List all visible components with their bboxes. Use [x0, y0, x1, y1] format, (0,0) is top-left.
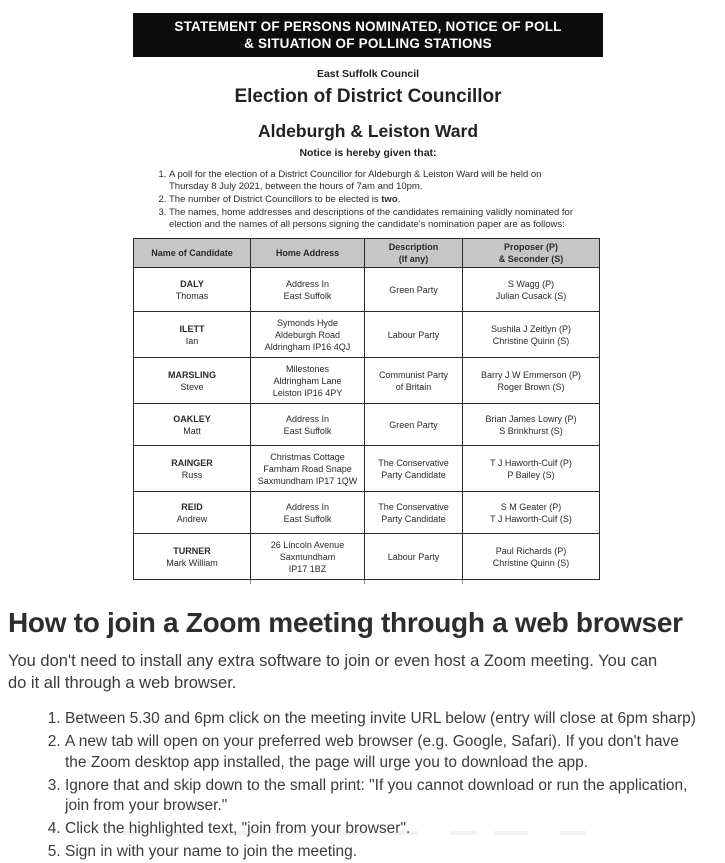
cropped-table-edge [133, 580, 599, 585]
notice-item-2-bold: two [381, 194, 398, 205]
step-5: 5. Sign in with your name to join the meeting. [65, 842, 715, 863]
article-heading: How to join a Zoom meeting through a web browser [8, 607, 683, 638]
proposer-cell: Paul Richards (P) Christine Quinn (S) [463, 534, 600, 580]
candidate-name-cell [134, 358, 251, 404]
home-address-cell: 26 Lincoln Avenue Saxmundham IP17 1BZ [251, 534, 365, 580]
candidate-surname: RAINGER [171, 457, 213, 468]
step-2: 2. A new tab will open on your preferred web browser (e.g. Google, Safari). If you don't have the Zoom desktop app installed, the page will urge you to download the app. [65, 732, 715, 773]
candidate-name-cell [134, 312, 251, 358]
proposer-cell: S Wagg (P) Julian Cusack (S) [463, 268, 600, 312]
notice-subtitle: Notice is hereby given that: [299, 147, 437, 159]
col-header-proposer: Proposer (P) & Seconder (S) [463, 239, 600, 268]
proposer-cell: T J Haworth-Culf (P) P Bailey (S) [463, 446, 600, 492]
notice-banner [133, 13, 603, 57]
candidate-surname: OAKLEY [173, 413, 211, 424]
proposer-cell: Barry J W Emmerson (P) Roger Brown (S) [463, 358, 600, 404]
candidate-name-cell [134, 268, 251, 312]
table-header-row [134, 239, 600, 268]
home-address-cell: Christmas Cottage Farnham Road Snape Saxmundham IP17 1QW [251, 446, 365, 492]
home-address-cell: Symonds Hyde Aldeburgh Road Aldringham IP16 4QJ [251, 312, 365, 358]
candidate-forename: Andrew [176, 513, 208, 524]
candidate-surname: DALY [180, 278, 204, 289]
description-cell: Green Party [365, 268, 463, 312]
description-cell: Labour Party [365, 312, 463, 358]
col-header-description: Description (If any) [365, 239, 463, 268]
home-address-cell: Address In East Suffolk [251, 404, 365, 446]
candidate-name-cell [134, 534, 251, 580]
proposer-cell: S M Geater (P) T J Haworth-Culf (S) [463, 492, 600, 534]
description-cell: Labour Party [365, 534, 463, 580]
table-row [134, 312, 600, 358]
table-row [134, 268, 600, 312]
banner-line-2: & SITUATION OF POLLING STATIONS [244, 36, 492, 51]
candidates-table [133, 238, 600, 580]
candidate-name-cell [134, 404, 251, 446]
banner-line-1: STATEMENT OF PERSONS NOMINATED, NOTICE OF POLL [174, 19, 562, 34]
candidate-forename: Ian [185, 335, 199, 346]
candidate-surname: ILETT [179, 323, 205, 334]
article-intro: You don't need to install any extra software to join or even host a Zoom meeting. You can do it all through a web browser. [8, 652, 658, 692]
proposer-cell: Brian James Lowry (P) S Brinkhurst (S) [463, 404, 600, 446]
candidate-forename: Russ [181, 469, 203, 480]
step-1: 1. Between 5.30 and 6pm click on the meeting invite URL below (entry will close at 6pm sharp) [65, 709, 715, 730]
col-header-address: Home Address [251, 239, 365, 268]
table-row [134, 492, 600, 534]
notice-item-1: 1. A poll for the election of a District Councillor for Aldeburgh & Leiston Ward will be held on Thursday 8 July 2021, between the hours of 7am and 10pm. [169, 169, 603, 193]
description-cell: Green Party [365, 404, 463, 446]
ward-name: Aldeburgh & Leiston Ward [257, 121, 479, 141]
notice-item-2-text: The number of District Councillors to be elected is [169, 194, 382, 205]
notice-item-3: 3. The names, home addresses and descriptions of the candidates remaining validly nominated for election and the names of all persons signing the candidate's nomination paper are as follows: [169, 207, 603, 231]
candidate-forename: Matt [183, 425, 201, 436]
table-row [134, 446, 600, 492]
candidate-surname: REID [181, 501, 203, 512]
table-row [134, 358, 600, 404]
candidate-forename: Mark William [166, 557, 218, 568]
table-row [134, 534, 600, 580]
zoom-help-article [0, 608, 725, 863]
table-row [134, 404, 600, 446]
election-notice-document [133, 0, 603, 585]
candidate-surname: TURNER [173, 545, 211, 556]
candidate-forename: Thomas [175, 290, 209, 301]
description-cell: The Conservative Party Candidate [365, 492, 463, 534]
step-4: 4. Click the highlighted text, "join from your browser". [65, 819, 715, 840]
council-name: East Suffolk Council [316, 68, 420, 80]
notice-item-2-suffix: . [397, 194, 401, 205]
join-steps-list [0, 709, 715, 863]
home-address-cell: Milestones Aldringham Lane Leiston IP16 4PY [251, 358, 365, 404]
description-cell: The Conservative Party Candidate [365, 446, 463, 492]
candidate-forename: Steve [180, 381, 204, 392]
proposer-cell: Sushila J Zeitlyn (P) Christine Quinn (S) [463, 312, 600, 358]
col-header-name: Name of Candidate [134, 239, 251, 268]
candidate-name-cell [134, 492, 251, 534]
step-3: 3. Ignore that and skip down to the small print: "If you cannot download or run the application, join from your browser." [65, 776, 715, 817]
home-address-cell: Address In East Suffolk [251, 268, 365, 312]
notice-conditions-list [133, 169, 603, 231]
home-address-cell: Address In East Suffolk [251, 492, 365, 534]
election-title: Election of District Councillor [234, 86, 502, 107]
description-cell: Communist Party of Britain [365, 358, 463, 404]
candidate-surname: MARSLING [168, 369, 216, 380]
candidate-name-cell [134, 446, 251, 492]
notice-item-2 [169, 194, 603, 206]
cutoff-text-remnant [120, 831, 590, 835]
